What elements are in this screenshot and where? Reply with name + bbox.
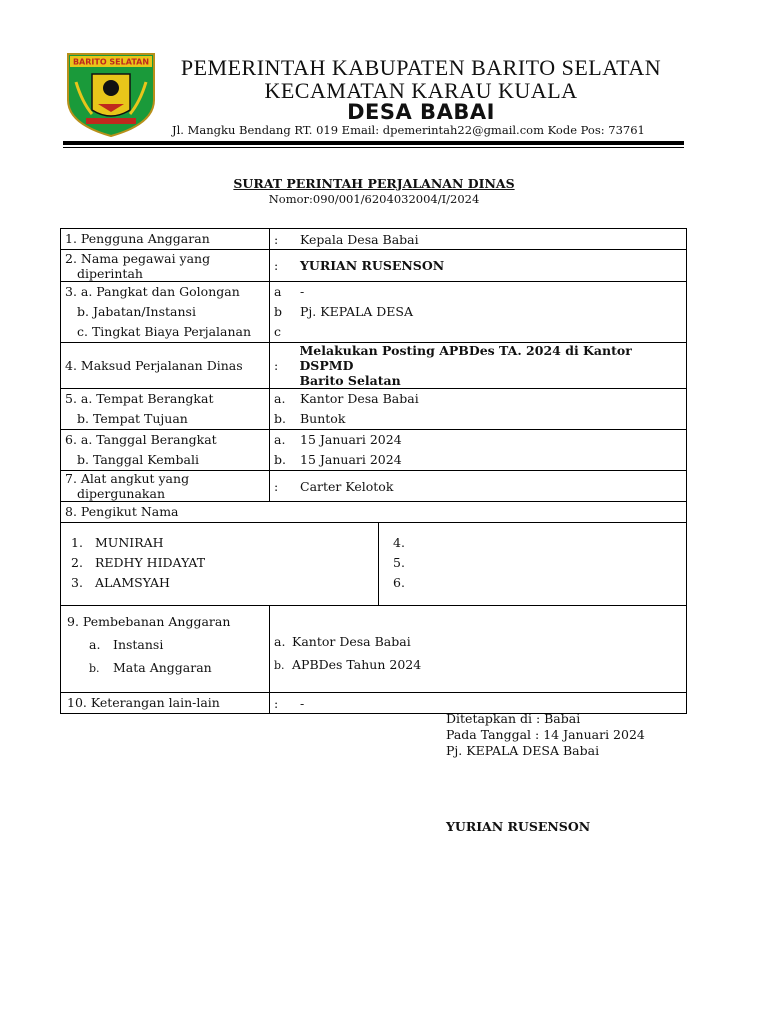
row5-a-sep: a. xyxy=(274,391,286,406)
row9-a-value: Kantor Desa Babai xyxy=(292,634,411,649)
row3-b-label: b. Jabatan/Instansi xyxy=(77,304,196,319)
header-government: PEMERINTAH KABUPATEN BARITO SELATAN xyxy=(180,55,662,80)
row3-a-label: 3. a. Pangkat dan Golongan xyxy=(65,284,240,299)
row10-sep: : xyxy=(274,695,279,711)
table-row xyxy=(61,693,687,714)
header-desa: DESA BABAI xyxy=(347,100,495,124)
table-row xyxy=(61,282,687,343)
row9-a-label: Instansi xyxy=(113,637,164,652)
follower-4-num: 4. xyxy=(393,535,405,550)
table-row xyxy=(61,523,687,606)
row1-sep: : xyxy=(274,231,279,247)
row9-a-num: a. xyxy=(89,637,101,652)
row6-a-label: 6. a. Tanggal Berangkat xyxy=(65,432,217,447)
table-row xyxy=(61,606,687,693)
follower-2-name: REDHY HIDAYAT xyxy=(95,555,206,570)
row3-a-value: - xyxy=(300,284,305,299)
row5-b-sep: b. xyxy=(274,411,286,426)
row9-b-value: APBDes Tahun 2024 xyxy=(292,657,422,672)
row9-label: 9. Pembebanan Anggaran xyxy=(67,614,231,629)
row3-b-value: Pj. KEPALA DESA xyxy=(300,304,414,319)
row2-sep: : xyxy=(274,258,279,273)
row1-value: Kepala Desa Babai xyxy=(300,231,419,247)
row1-label: 1. Pengguna Anggaran xyxy=(65,231,210,246)
table-row xyxy=(61,430,687,471)
row5-a-value: Kantor Desa Babai xyxy=(300,391,419,406)
signature-name: YURIAN RUSENSON xyxy=(446,819,591,834)
row9-b-num: b. xyxy=(89,662,100,675)
header-rule-thick xyxy=(63,141,684,145)
row5-b-value: Buntok xyxy=(300,411,346,426)
row5-b-label: b. Tempat Tujuan xyxy=(77,411,188,426)
row7-value: Carter Kelotok xyxy=(300,478,394,494)
row9-b-sep: b. xyxy=(274,659,285,672)
row9-a-sep: a. xyxy=(274,634,286,649)
signature-position: Pj. KEPALA DESA Babai xyxy=(446,743,600,758)
row2-label-a: 2. Nama pegawai yang xyxy=(65,250,211,266)
row7-label-a: 7. Alat angkut yang xyxy=(65,471,190,486)
table-row xyxy=(61,250,687,282)
row4-label: 4. Maksud Perjalanan Dinas xyxy=(65,357,243,373)
row6-a-value: 15 Januari 2024 xyxy=(300,432,402,447)
row2-label-b: diperintah xyxy=(77,265,143,281)
row10-value: - xyxy=(300,695,305,711)
row7-label-b: dipergunakan xyxy=(77,486,166,501)
row3-c-sep: c xyxy=(274,324,282,339)
row10-label: 10. Keterangan lain-lain xyxy=(67,695,220,710)
row5-a-label: 5. a. Tempat Berangkat xyxy=(65,391,214,406)
follower-3-num: 3. xyxy=(71,575,83,590)
row3-c-label: c. Tingkat Biaya Perjalanan xyxy=(77,324,252,339)
follower-1-name: MUNIRAH xyxy=(95,535,164,550)
table-row xyxy=(61,471,687,502)
table-row xyxy=(61,229,687,250)
header-address: Jl. Mangku Bendang RT. 019 Email: dpemerintah22@gmail.com Kode Pos: 73761 xyxy=(172,123,645,137)
signature-date: Pada Tanggal : 14 Januari 2024 xyxy=(446,727,645,742)
district-emblem-logo xyxy=(62,52,160,138)
row6-b-label: b. Tanggal Kembali xyxy=(77,452,199,467)
table-row xyxy=(61,343,687,389)
document-number: Nomor:090/001/6204032004/I/2024 xyxy=(268,192,480,206)
row6-b-sep: b. xyxy=(274,452,286,467)
table-row xyxy=(61,389,687,430)
row7-sep: : xyxy=(274,478,279,494)
follower-3-name: ALAMSYAH xyxy=(95,575,170,590)
row6-b-value: 15 Januari 2024 xyxy=(300,452,402,467)
travel-order-table xyxy=(60,228,687,714)
header-kecamatan: KECAMATAN KARAU KUALA xyxy=(264,78,578,103)
row2-value: YURIAN RUSENSON xyxy=(300,258,445,273)
row3-b-sep: b xyxy=(274,304,283,319)
logo-text: BARITO SELATAN xyxy=(72,57,150,67)
header-rule-thin xyxy=(63,147,684,148)
signature-place: Ditetapkan di : Babai xyxy=(446,711,581,726)
row4-value-b: Barito Selatan xyxy=(299,373,401,388)
follower-6-num: 6. xyxy=(393,575,405,590)
follower-2-num: 2. xyxy=(71,555,83,570)
row4-value-a: Melakukan Posting APBDes TA. 2024 di Kantor DSPMD xyxy=(299,343,632,373)
document-title: SURAT PERINTAH PERJALANAN DINAS xyxy=(233,176,515,191)
row3-a-sep: a xyxy=(274,284,282,299)
row6-a-sep: a. xyxy=(274,432,286,447)
row9-b-label: Mata Anggaran xyxy=(113,660,212,675)
follower-1-num: 1. xyxy=(71,535,83,550)
row4-sep: : xyxy=(274,358,279,373)
follower-5-num: 5. xyxy=(393,555,405,570)
table-row xyxy=(61,502,687,523)
row8-label: 8. Pengikut Nama xyxy=(65,504,179,519)
